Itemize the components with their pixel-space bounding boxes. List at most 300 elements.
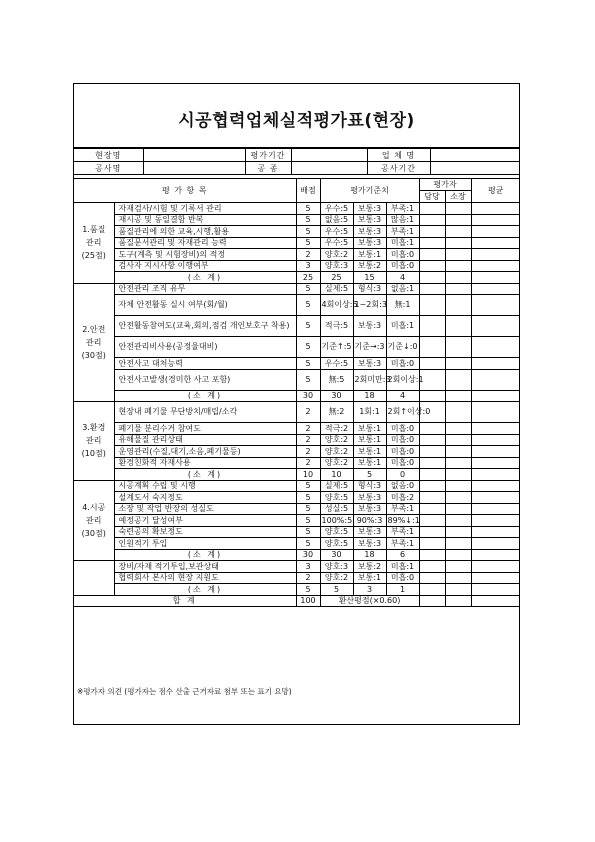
average-score-cell[interactable] (471, 369, 520, 390)
average-score-cell[interactable] (471, 572, 520, 584)
subtotal-row (74, 549, 520, 561)
criterion-mid: 보통:1 (353, 423, 386, 435)
item-row (74, 446, 520, 458)
item-points: 3 (296, 260, 320, 272)
evaluation-form (73, 83, 520, 725)
section-label-line: 관리 (86, 337, 102, 347)
criterion-low: 미흡:1 (386, 316, 419, 337)
eval-period-field[interactable] (291, 149, 367, 162)
section-label-line: 3.환경 (82, 423, 106, 433)
criterion-mid: 보통:1 (353, 446, 386, 458)
item-name: 유해물질 관리상태 (114, 434, 296, 446)
section-label (74, 283, 114, 402)
item-points: 5 (296, 295, 320, 316)
section-label (74, 203, 114, 284)
criterion-low: 미흡:0 (386, 358, 419, 370)
average-score-cell[interactable] (471, 203, 520, 215)
section-label-line: (30점) (81, 528, 106, 538)
criterion-high: 양호:2 (320, 249, 353, 261)
subtotal-low: 1 (386, 584, 419, 596)
subtotal-label: (소 계) (114, 549, 296, 561)
subtotal-high: 5 (320, 584, 353, 596)
item-points: 3 (296, 561, 320, 573)
item-points: 5 (296, 283, 320, 295)
subtotal-high: 30 (320, 549, 353, 561)
eval-period-label: 평가기간 (245, 149, 291, 162)
item-name: 예정공기 달성여부 (114, 515, 296, 527)
chief-score-cell[interactable] (445, 237, 471, 249)
project-period-field[interactable] (430, 162, 520, 175)
criterion-mid: 보통:3 (353, 237, 386, 249)
item-name: 품질문서관리 및 자재관리 능력 (114, 237, 296, 249)
subtotal-high: 30 (320, 390, 353, 402)
manager-score-cell[interactable] (419, 260, 445, 272)
criterion-high: 양호:3 (320, 260, 353, 272)
manager-score-cell[interactable] (419, 526, 445, 538)
total-label: 합 계 (74, 595, 296, 607)
section-label-line: (25점) (81, 251, 106, 261)
item-name: 환경친화적 자재사용 (114, 457, 296, 469)
criterion-high: 100%:5 (321, 515, 353, 525)
subtotal-points: 10 (296, 469, 320, 481)
subtotal-mid: 3 (353, 584, 386, 596)
average-score-cell[interactable] (471, 316, 520, 337)
criterion-mid: 1~2회:3 (353, 295, 386, 316)
chief-score-cell[interactable] (445, 457, 471, 469)
section-label (74, 480, 114, 561)
item-row (74, 492, 520, 504)
manager-score-cell[interactable] (419, 561, 445, 573)
chief-score-cell[interactable] (445, 503, 471, 515)
criterion-mid: 보통:3 (353, 503, 386, 515)
average-score-cell[interactable] (471, 538, 520, 550)
manager-score-cell[interactable] (419, 480, 445, 492)
subtotal-chief-cell[interactable] (445, 272, 471, 284)
criteria-header: 평가기준치 (320, 179, 419, 203)
subtotal-row (74, 390, 520, 402)
item-row (74, 295, 520, 316)
criterion-mid: 기준→:3 (353, 337, 386, 358)
chief-score-cell[interactable] (445, 423, 471, 435)
criterion-mid: 보통:2 (353, 561, 386, 573)
chief-score-cell[interactable] (445, 214, 471, 226)
criterion-high: 기준↑:5 (320, 337, 353, 358)
criterion-high: 無:5 (320, 369, 353, 390)
item-points: 2 (296, 457, 320, 469)
item-points: 2 (296, 434, 320, 446)
item-row (74, 434, 520, 446)
item-row (74, 561, 520, 573)
chief-score-cell[interactable] (445, 260, 471, 272)
chief-score-cell[interactable] (445, 226, 471, 238)
item-row (74, 226, 520, 238)
criterion-low: 미흡:0 (386, 446, 419, 458)
criterion-high: 없음:5 (320, 214, 353, 226)
item-row (74, 203, 520, 215)
item-row (74, 283, 520, 295)
item-name: 폐기물 분리수거 참여도 (114, 423, 296, 435)
subtotal-chief-cell[interactable] (445, 584, 471, 596)
criterion-low: 부족:1 (386, 203, 419, 215)
criterion-low: 미흡:0 (386, 249, 419, 261)
subtotal-low: 0 (386, 469, 419, 481)
subtotal-chief-cell[interactable] (445, 549, 471, 561)
item-points: 5 (296, 226, 320, 238)
criterion-high: 우수:5 (320, 226, 353, 238)
chief-score-cell[interactable] (445, 249, 471, 261)
manager-score-cell[interactable] (419, 572, 445, 584)
average-score-cell[interactable] (471, 434, 520, 446)
item-points: 5 (296, 237, 320, 249)
subtotal-mid: 18 (353, 549, 386, 561)
manager-score-cell[interactable] (419, 203, 445, 215)
criterion-low: 미흡:1 (386, 561, 419, 573)
average-score-cell[interactable] (471, 226, 520, 238)
chief-score-cell[interactable] (445, 203, 471, 215)
item-row (74, 538, 520, 550)
item-name: 자체 안전활동 실시 여부(회/월) (114, 295, 296, 316)
average-score-cell[interactable] (471, 249, 520, 261)
average-score-cell[interactable] (471, 283, 520, 295)
criterion-mid: 1회:1 (353, 402, 386, 423)
item-row (74, 402, 520, 423)
manager-score-cell[interactable] (419, 446, 445, 458)
chief-score-cell[interactable] (445, 316, 471, 337)
item-name: 시공계획 수립 및 시행 (114, 480, 296, 492)
criterion-high: 실제:5 (320, 283, 353, 295)
subtotal-average-cell[interactable] (471, 272, 520, 284)
total-points: 100 (296, 595, 320, 607)
average-score-cell[interactable] (471, 402, 520, 423)
item-points: 2 (296, 446, 320, 458)
site-name-field[interactable] (143, 149, 245, 162)
manager-score-cell[interactable] (419, 237, 445, 249)
total-row (74, 595, 520, 607)
average-score-cell[interactable] (471, 503, 520, 515)
average-score-cell[interactable] (471, 237, 520, 249)
manager-score-cell[interactable] (419, 337, 445, 358)
section-label-line: 1.품질 (82, 225, 106, 235)
info-row-1 (74, 149, 520, 162)
total-average-cell[interactable] (471, 595, 520, 607)
criterion-mid: 보통:3 (353, 492, 386, 504)
subtotal-label: (소 계) (114, 584, 296, 596)
criterion-high: 양호:2 (320, 434, 353, 446)
item-points: 5 (296, 515, 320, 527)
converted-score-label: 환산평점(×0.60) (320, 595, 419, 607)
criterion-mid: 보통:3 (353, 316, 386, 337)
subtotal-chief-cell[interactable] (445, 469, 471, 481)
item-points: 5 (296, 503, 320, 515)
average-score-cell[interactable] (471, 446, 520, 458)
subtotal-row (74, 584, 520, 596)
item-row (74, 503, 520, 515)
subtotal-low: 6 (386, 549, 419, 561)
manager-score-cell[interactable] (419, 226, 445, 238)
subtotal-mid: 18 (353, 390, 386, 402)
manager-score-cell[interactable] (419, 295, 445, 316)
chief-score-cell[interactable] (445, 446, 471, 458)
manager-score-cell[interactable] (419, 457, 445, 469)
criterion-high: 실제:5 (320, 480, 353, 492)
average-score-cell[interactable] (471, 423, 520, 435)
criterion-high: 양호:5 (320, 538, 353, 550)
chief-score-cell[interactable] (445, 538, 471, 550)
site-name-label: 현장명 (74, 149, 143, 162)
criterion-low: 89%↓:1 (387, 515, 420, 525)
average-header: 평균 (471, 179, 520, 203)
criterion-mid: 보통:2 (353, 260, 386, 272)
subtotal-points: 30 (296, 549, 320, 561)
item-name: 안전사고 대처능력 (114, 358, 296, 370)
item-name: 소장 및 작업 반장의 성실도 (114, 503, 296, 515)
subtotal-manager-cell[interactable] (419, 272, 445, 284)
total-manager-cell[interactable] (419, 595, 445, 607)
subtotal-low: 4 (386, 272, 419, 284)
chief-score-cell[interactable] (445, 480, 471, 492)
subtotal-row (74, 469, 520, 481)
subtotal-average-cell[interactable] (471, 469, 520, 481)
section-label-line: 관리 (86, 436, 102, 446)
evaluator-remark: ※평가자 의견 (평가자는 점수 산출 근거자료 첨부 또는 표기 요망) (77, 687, 292, 696)
subtotal-label: (소 계) (114, 469, 296, 481)
criterion-mid: 형식:3 (353, 283, 386, 295)
item-name: 안전사고발생(경미한 사고 포함) (114, 369, 296, 390)
subtotal-average-cell[interactable] (471, 584, 520, 596)
criterion-mid: 보통:1 (353, 434, 386, 446)
criterion-high: 無:2 (320, 402, 353, 423)
manager-score-cell[interactable] (419, 423, 445, 435)
manager-score-cell[interactable] (419, 249, 445, 261)
item-points: 5 (296, 369, 320, 390)
chief-score-cell[interactable] (445, 283, 471, 295)
items-header: 평 가 항 목 (74, 179, 296, 203)
criterion-low: 부족:1 (386, 226, 419, 238)
item-points: 5 (296, 538, 320, 550)
manager-score-cell[interactable] (419, 358, 445, 370)
item-row (74, 423, 520, 435)
work-type-field[interactable] (291, 162, 367, 175)
evaluation-table (74, 178, 520, 607)
item-name: 안전활동참여도(교육,회의,점검 개인보호구 착용) (114, 316, 296, 337)
chief-score-cell[interactable] (445, 572, 471, 584)
average-score-cell[interactable] (471, 295, 520, 316)
manager-score-cell[interactable] (419, 214, 445, 226)
chief-score-cell[interactable] (445, 434, 471, 446)
criterion-low: 부족:1 (386, 526, 419, 538)
criterion-high: 적극:2 (320, 423, 353, 435)
item-points: 2 (296, 423, 320, 435)
item-name: 현장내 폐기물 무단방치/매립/소각 (114, 402, 296, 423)
project-name-field[interactable] (143, 162, 245, 175)
criterion-mid: 보통:3 (353, 226, 386, 238)
criterion-high: 양호:2 (320, 457, 353, 469)
section-label (74, 402, 114, 481)
criterion-mid: 보통:3 (353, 538, 386, 550)
manager-score-cell[interactable] (419, 283, 445, 295)
item-row (74, 480, 520, 492)
item-name: 숙련공의 확보정도 (114, 526, 296, 538)
subtotal-low: 4 (386, 390, 419, 402)
item-row (74, 316, 520, 337)
item-name: 협력회사 본사의 현장 지원도 (114, 572, 296, 584)
criterion-low: 미흡:0 (386, 423, 419, 435)
project-name-label: 공사명 (74, 162, 143, 175)
item-name: 안전관리비사용(공정율대비) (114, 337, 296, 358)
subtotal-row (74, 272, 520, 284)
subtotal-manager-cell[interactable] (419, 469, 445, 481)
manager-score-cell[interactable] (419, 434, 445, 446)
average-score-cell[interactable] (471, 561, 520, 573)
chief-score-cell[interactable] (445, 561, 471, 573)
manager-score-cell[interactable] (419, 316, 445, 337)
criterion-high: 우수:5 (320, 203, 353, 215)
criterion-low: 미흡:0 (386, 434, 419, 446)
item-points: 5 (296, 337, 320, 358)
total-chief-cell[interactable] (445, 595, 471, 607)
criterion-low: 미흡:0 (386, 457, 419, 469)
criterion-low: 미흡:2 (386, 492, 419, 504)
item-name: 안전관리 조직 유무 (114, 283, 296, 295)
chief-score-cell[interactable] (445, 358, 471, 370)
points-header: 배점 (296, 179, 320, 203)
evaluator-header: 평가자 (419, 179, 471, 191)
manager-score-cell[interactable] (419, 515, 445, 527)
criterion-mid: 보통:1 (353, 457, 386, 469)
item-row (74, 260, 520, 272)
criterion-low: 2회↑이상:0 (386, 402, 419, 423)
average-score-cell[interactable] (471, 214, 520, 226)
project-period-label: 공사기간 (367, 162, 430, 175)
subtotal-points: 25 (296, 272, 320, 284)
item-name: 검사자 지시사항 이행여부 (114, 260, 296, 272)
subtotal-points: 30 (296, 390, 320, 402)
subtotal-high: 25 (320, 272, 353, 284)
item-row (74, 237, 520, 249)
item-points: 2 (296, 402, 320, 423)
manager-score-cell[interactable] (419, 503, 445, 515)
chief-header: 소장 (445, 191, 471, 203)
criterion-mid: 보통:1 (353, 249, 386, 261)
subtotal-manager-cell[interactable] (419, 549, 445, 561)
item-row (74, 337, 520, 358)
item-name: 도구(계측 및 시험장비)의 적정 (114, 249, 296, 261)
manager-score-cell[interactable] (419, 538, 445, 550)
criterion-low: 없음:0 (386, 480, 419, 492)
section-label-line: (10점) (81, 449, 106, 459)
item-points: 5 (296, 480, 320, 492)
chief-score-cell[interactable] (445, 402, 471, 423)
average-score-cell[interactable] (471, 358, 520, 370)
average-score-cell[interactable] (471, 457, 520, 469)
chief-score-cell[interactable] (445, 526, 471, 538)
criterion-high: 양호:5 (320, 526, 353, 538)
average-score-cell[interactable] (471, 515, 520, 527)
item-name: 설계도서 숙지정도 (114, 492, 296, 504)
item-points: 5 (296, 316, 320, 337)
criterion-high: 양호:2 (320, 572, 353, 584)
item-points: 5 (296, 214, 320, 226)
section-label-line: 관리 (86, 515, 102, 525)
subtotal-manager-cell[interactable] (419, 390, 445, 402)
criterion-high: 우수:5 (320, 237, 353, 249)
section-label-line: 2.안전 (82, 324, 106, 334)
criterion-high: 양호:3 (320, 561, 353, 573)
criterion-mid: 보통:3 (353, 203, 386, 215)
subtotal-high: 10 (320, 469, 353, 481)
item-row (74, 214, 520, 226)
info-row-2 (74, 162, 520, 175)
section-label-line: 4.시공 (82, 502, 106, 512)
criterion-mid: 보통:3 (353, 214, 386, 226)
item-points: 5 (296, 203, 320, 215)
subtotal-average-cell[interactable] (471, 390, 520, 402)
subtotal-mid: 5 (353, 469, 386, 481)
subtotal-manager-cell[interactable] (419, 584, 445, 596)
subtotal-average-cell[interactable] (471, 549, 520, 561)
criterion-high: 4회이상:5 (320, 295, 353, 316)
item-row (74, 457, 520, 469)
subtotal-label: (소 계) (114, 390, 296, 402)
manager-header: 담당 (419, 191, 445, 203)
item-row (74, 358, 520, 370)
item-points: 5 (296, 358, 320, 370)
criterion-high: 양호:5 (320, 492, 353, 504)
info-table (74, 148, 520, 175)
criterion-low: 부족:1 (386, 503, 419, 515)
item-row (74, 572, 520, 584)
criterion-mid: 보통:3 (353, 358, 386, 370)
criterion-high: 적극:5 (320, 316, 353, 337)
criterion-mid: 형식:3 (353, 480, 386, 492)
criterion-low: 부족:1 (386, 538, 419, 550)
criterion-mid: 보통:1 (353, 572, 386, 584)
company-label: 업 체 명 (367, 149, 430, 162)
item-name: 운영관리(수질,대기,소음,폐기물등) (114, 446, 296, 458)
average-score-cell[interactable] (471, 260, 520, 272)
subtotal-mid: 15 (353, 272, 386, 284)
item-points: 2 (296, 572, 320, 584)
subtotal-chief-cell[interactable] (445, 390, 471, 402)
item-row (74, 515, 520, 527)
average-score-cell[interactable] (471, 337, 520, 358)
manager-score-cell[interactable] (419, 492, 445, 504)
company-field[interactable] (430, 149, 520, 162)
section-label-line: 관리 (86, 238, 102, 248)
criterion-mid: 90%:3 (353, 515, 386, 527)
work-type-label: 공 종 (245, 162, 291, 175)
criterion-low: 미흡:1 (386, 237, 419, 249)
chief-score-cell[interactable] (445, 295, 471, 316)
average-score-cell[interactable] (471, 492, 520, 504)
chief-score-cell[interactable] (445, 492, 471, 504)
section-label (74, 561, 114, 596)
form-title: 시공협력업체실적평가표(현장) (178, 111, 415, 131)
item-name: 재시공 및 동일결함 반복 (114, 214, 296, 226)
criterion-low: 기준↓:0 (386, 337, 419, 358)
criterion-low: 없음:1 (386, 283, 419, 295)
item-name: 자재검사/시험 및 기록서 관리 (114, 203, 296, 215)
item-name: 장비/자재 적기투입,보관상태 (114, 561, 296, 573)
subtotal-label: (소 계) (114, 272, 296, 284)
item-points: 2 (296, 249, 320, 261)
chief-score-cell[interactable] (445, 337, 471, 358)
chief-score-cell[interactable] (445, 515, 471, 527)
average-score-cell[interactable] (471, 480, 520, 492)
section-label-line: (30점) (81, 350, 106, 360)
chief-score-cell[interactable] (445, 369, 471, 390)
average-score-cell[interactable] (471, 526, 520, 538)
